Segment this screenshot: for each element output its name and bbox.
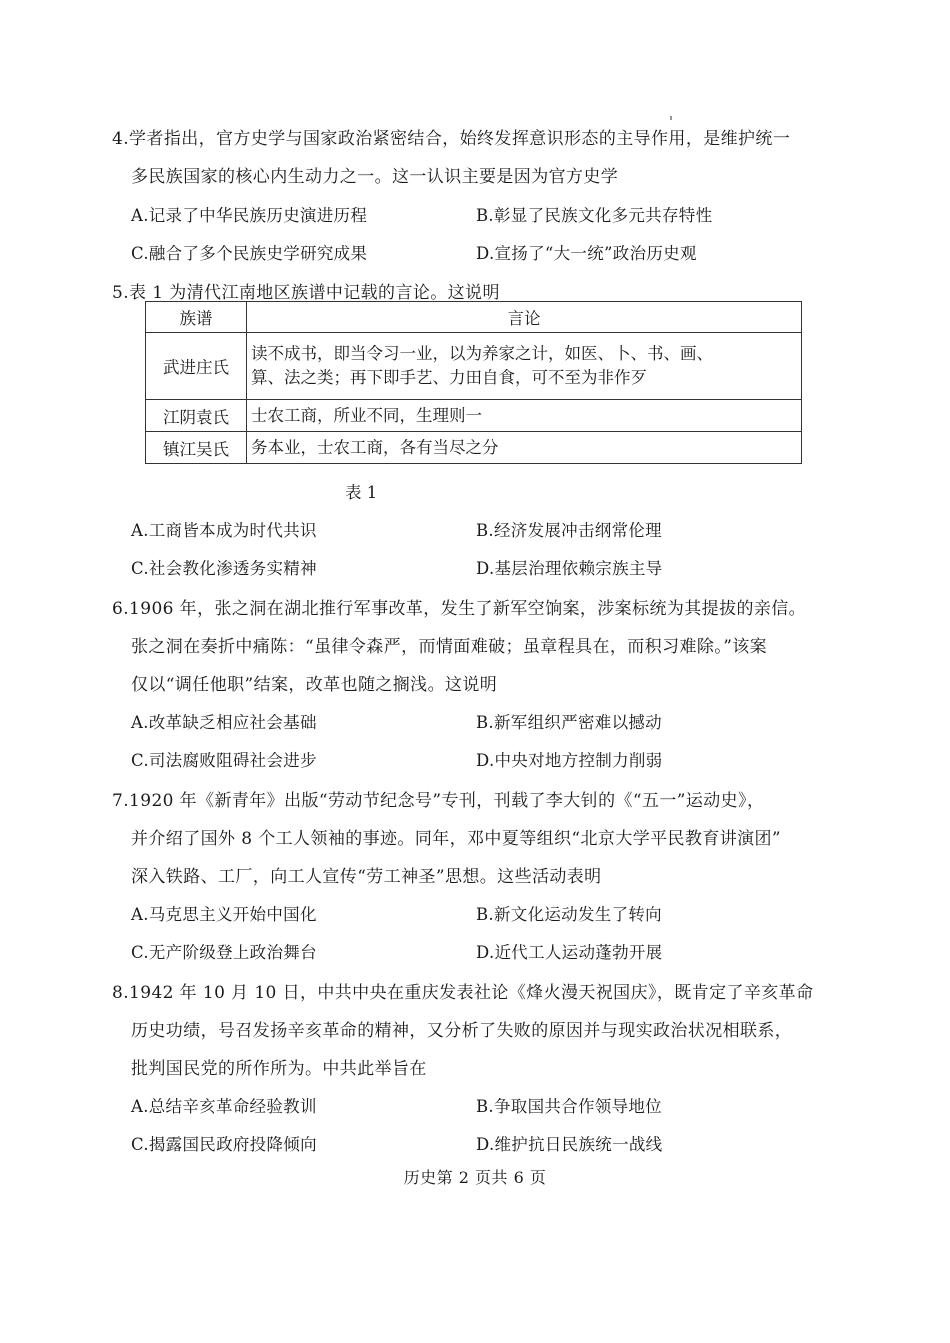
table-cell-clan: 江阴袁氏 [146, 400, 247, 432]
q6-line-2: 张之洞在奏折中痛陈：“虽律令森严，而情面难破；虽章程具在，而积习难除。”该案 [131, 637, 768, 657]
q7-line-3: 深入铁路、工厂，向工人宣传“劳工神圣”思想。这些活动表明 [131, 867, 602, 887]
q6-option-d: D.中央对地方控制力削弱 [476, 751, 663, 770]
table-1 [145, 301, 802, 464]
table-cell-remark [247, 400, 802, 432]
q4-option-a: A.记录了中华民族历史演进历程 [131, 206, 368, 225]
q8-option-c: C.揭露国民政府投降倾向 [131, 1135, 317, 1154]
q5-option-b: B.经济发展冲击纲常伦理 [476, 521, 662, 540]
remark-line: 士农工商，所业不同，生理则一 [251, 405, 482, 425]
q4-option-c: C.融合了多个民族史学研究成果 [131, 244, 368, 263]
q7-option-b: B.新文化运动发生了转向 [476, 905, 662, 924]
table-row [146, 432, 802, 464]
table-row [146, 400, 802, 432]
q4-line-2: 多民族国家的核心内生动力之一。这一认识主要是因为官方史学 [131, 167, 619, 187]
q8-line-1: 8.1942 年 10 月 10 日，中共中央在重庆发表社论《烽火漫天祝国庆》，既肯定了辛亥革命 [112, 983, 814, 1003]
q6-line-3: 仅以“调任他职”结案，改革也随之搁浅。这说明 [131, 675, 498, 695]
q8-option-a: A.总结辛亥革命经验教训 [131, 1097, 317, 1116]
q4-line-1: 4.学者指出，官方史学与国家政治紧密结合，始终发挥意识形态的主导作用，是维护统一 [112, 129, 791, 149]
table-cell-clan: 武进庄氏 [146, 333, 247, 400]
table-header-row [146, 302, 802, 333]
table-caption: 表 1 [345, 483, 378, 502]
remark-line: 务本业，士农工商，各有当尽之分 [251, 437, 499, 457]
q7-line-2: 并介绍了国外 8 个工人领袖的事迹。同年，邓中夏等组织“北京大学平民教育讲演团” [131, 829, 782, 849]
table-header-remark: 言论 [247, 302, 802, 333]
scan-mark [670, 116, 672, 120]
table-cell-remark [247, 333, 802, 400]
q6-option-c: C.司法腐败阻碍社会进步 [131, 751, 317, 770]
page-footer: 历史第 2 页共 6 页 [403, 1168, 547, 1187]
table-header-clan: 族谱 [146, 302, 247, 333]
q7-line-1: 7.1920 年《新青年》出版“劳动节纪念号”专刊，刊载了李大钊的《“五一”运动史》， [112, 791, 765, 811]
q8-option-b: B.争取国共合作领导地位 [476, 1097, 662, 1116]
remark-line: 算、法之类；再下即手艺、力田自食，可不至为非作歹 [251, 368, 647, 387]
q7-option-a: A.马克思主义开始中国化 [131, 905, 317, 924]
q5-line-1: 5.表 1 为清代江南地区族谱中记载的言论。这说明 [112, 283, 500, 303]
remark-line: 读不成书，即当令习一业，以为养家之计，如医、卜、书、画、 [251, 344, 713, 363]
q8-line-3: 批判国民党的所作所为。中共此举旨在 [131, 1059, 427, 1079]
q5-option-d: D.基层治理依赖宗族主导 [476, 559, 663, 578]
q6-option-a: A.改革缺乏相应社会基础 [131, 713, 317, 732]
q8-line-2: 历史功绩，号召发扬辛亥革命的精神，又分析了失败的原因并与现实政治状况相联系， [131, 1021, 793, 1041]
q4-option-b: B.彰显了民族文化多元共存特性 [476, 206, 713, 225]
q7-option-d: D.近代工人运动蓬勃开展 [476, 943, 663, 962]
table-row [146, 333, 802, 400]
q5-option-a: A.工商皆本成为时代共识 [131, 521, 317, 540]
q7-option-c: C.无产阶级登上政治舞台 [131, 943, 317, 962]
q5-option-c: C.社会教化渗透务实精神 [131, 559, 317, 578]
q8-option-d: D.维护抗日民族统一战线 [476, 1135, 663, 1154]
table-cell-remark [247, 432, 802, 464]
table-cell-clan: 镇江吴氏 [146, 432, 247, 464]
q6-option-b: B.新军组织严密难以撼动 [476, 713, 662, 732]
q6-line-1: 6.1906 年，张之洞在湖北推行军事改革，发生了新军空饷案，涉案标统为其提拔的亲信。 [112, 599, 807, 619]
q4-option-d: D.宣扬了“大一统”政治历史观 [476, 244, 697, 263]
